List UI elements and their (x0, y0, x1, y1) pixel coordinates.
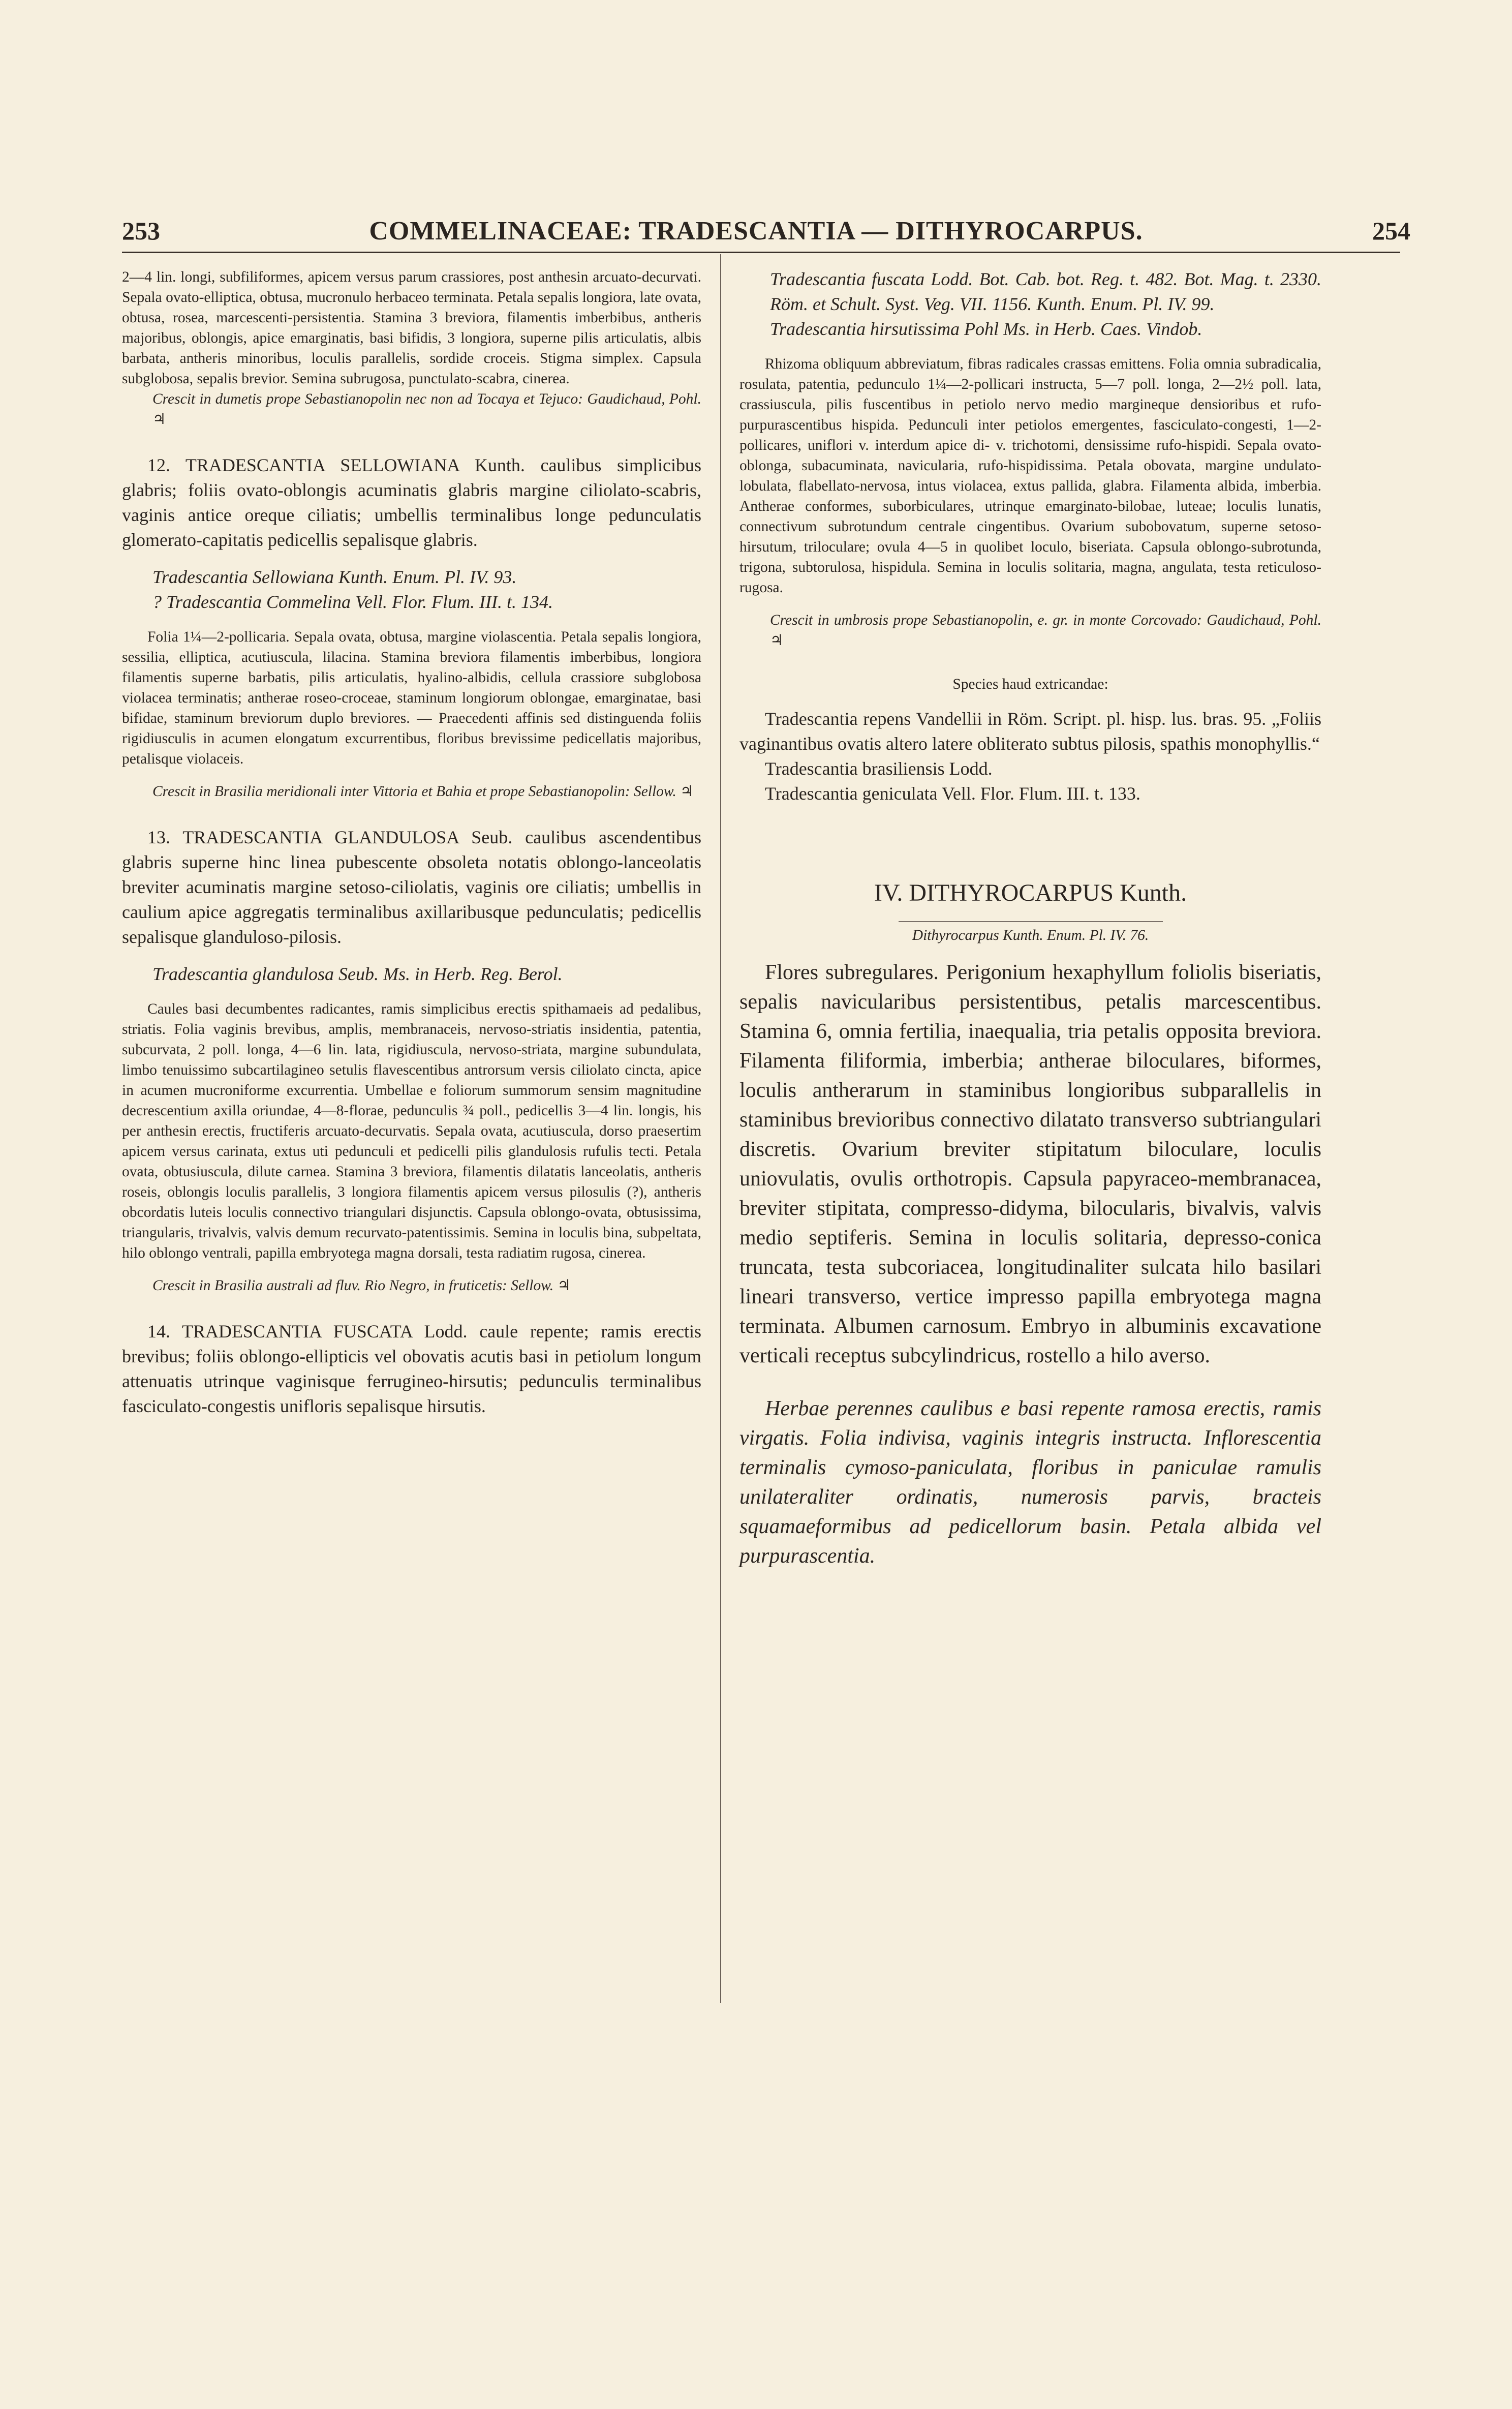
header-rule (122, 252, 1400, 253)
species-12-habitat: Crescit in Brasilia meridionali inter Vittoria et Bahia et prope Sebastianopolin: Sellow. ♃ (152, 783, 694, 800)
dubious-species: Tradescantia geniculata Vell. Flor. Flum. III. t. 133. (765, 783, 1140, 804)
species-14-synonym: Tradescantia hirsutissima Pohl Ms. in Herb. Caes. Vindob. (770, 319, 1202, 339)
genus-habit: Herbae perennes caulibus e basi repente ramosa erectis, ramis virgatis. Folia indivisa, vaginis integris instructa. Inflorescentia terminalis cymoso-paniculata, floribus in paniculae ramulis unilateraliter ordinatis, numerosis parvis, bracteis squamaeformibus ad pedicellorum basin. Petala albida vel purpurascentia. (739, 1397, 1321, 1568)
species-14-description: Rhizoma obliquum abbreviatum, fibras radicales crassas emittens. Folia omnia subradicalia, rosulata, patentia, pedunculo 1¼—2-pollicari instructa, 5—7 poll. longa, 2—2½ poll. lata, crassiuscula, pilis fuscentibus in petiolo nervo medio margineque densioribus et rufo-purpurascentibus hispida. Pedunculi inter petiolos emergentes, fasciculato-congesti, 1—2-pollicares, uniflori v. interdum apice di- v. trichotomi, densissime rufo-hispidi. Sepala ovato-oblonga, subacuminata, navicularia, rufo-hispidissima. Petala obovata, margine undulato-lobulata, flabellato-nervosa, intus violacea, extus pallida, glabra. Filamenta albida, imberbia. Antherae conformes, suborbiculares, utrinque emarginato-bilobae, luteae; loculis lunatis, connectivum subrotundum centrale cingentibus. Ovarium subobovatum, superne setoso-hirsutum, triloculare; ovula 4—5 in quolibet loculo, biseriata. Capsula oblongo-subrotunda, trigona, subtorulosa, hispidula. Semina in loculis solitaria, magna, angulata, testa reticuloso-rugosa. (739, 356, 1321, 596)
species-12-diagnosis: 12. TRADESCANTIA SELLOWIANA Kunth. caulibus simplicibus glabris; foliis ovato-oblongis acuminatis glabris margine ciliolato-scabris, vaginis antice oreque ciliatis; umbellis terminalibus longe pedunculatis glomerato-capitatis pedicellis sepalisque glabris. (122, 455, 701, 550)
right-page-number: 254 (1372, 217, 1410, 245)
running-header (0, 216, 1512, 257)
species-13-synonym: Tradescantia glandulosa Seub. Ms. in Herb. Reg. Berol. (152, 964, 563, 984)
left-column (122, 267, 701, 1419)
dubious-species-heading: Species haud extricandae: (952, 676, 1108, 692)
species-13-description: Caules basi decumbentes radicantes, ramis simplicibus erectis spithamaeis ad pedalibus, striatis. Folia vaginis brevibus, amplis, membranaceis, nervoso-striatis insidentia, patentia, subcurvata, 2 poll. longa, 4—6 lin. lata, rigidiuscula, nervoso-striata, margine subundulata, limbo tenuissimo subcartilagineo setulis flavescentibus antrorsum versis ciliolato cincta, apice in acumen mucroniforme excurrentia. Umbellae e foliorum summorum sensim magnitudine decrescentium axilla oriundae, 4—8-florae, pedunculis ¾ poll., pedicellis 3—4 lin. longis, his per anthesin erectis, fructiferis arcuato-decurvatis. Sepala ovata, acutiuscula, dorso praesertim apicem versus carinata, extus uti pedunculi et pedicelli pilis glandulosis rufulis tecti. Petala ovata, obtusiuscula, dilute carnea. Stamina 3 breviora, filamentis dilatatis lanceolatis, antheris roseis, oblongis loculis parallelis, 3 longiora filamentis apicem versus pilosulis (?), antheris obcordatis luteis loculis connectivo triangulari disjunctis. Capsula oblongo-ovata, obtusissima, triangularis, trivalvis, valvis demum recurvato-patentissimis. Semina in loculis bina, subpeltata, hilo oblongo ventrali, papilla embryotega magna dorsali, testa radiatim rugosa, cinerea. (122, 1001, 701, 1261)
species-14-diagnosis: 14. TRADESCANTIA FUSCATA Lodd. caule repente; ramis erectis brevibus; foliis oblongo-ellipticis vel obovatis acutis basi in petiolum longum attenuatis utrinque vaginisque ferrugineo-hirsutis; pedunculis terminalibus fasciculato-congestis unifloris sepalisque hirsutis. (122, 1321, 701, 1416)
right-column (739, 267, 1321, 1571)
genus-title: IV. DITHYROCARPUS Kunth. (874, 879, 1187, 906)
species-14-habitat: Crescit in umbrosis prope Sebastianopolin, e. gr. in monte Corcovado: Gaudichaud, Pohl. ♃ (770, 612, 1321, 649)
left-page-number: 253 (122, 217, 160, 245)
dubious-species: Tradescantia repens Vandellii in Röm. Script. pl. hisp. lus. bras. 95. „Foliis vaginantibus ovatis altero latere obliterato subtus pilosis, spathis monophyllis.“ (739, 709, 1321, 754)
species-14-synonym: Tradescantia fuscata Lodd. Bot. Cab. bot. Reg. t. 482. Bot. Mag. t. 2330. Röm. et Schult. Syst. Veg. VII. 1156. Kunth. Enum. Pl. IV. 99. (770, 269, 1321, 314)
genus-rule (899, 921, 1163, 922)
species-12-description: Folia 1¼—2-pollicaria. Sepala ovata, obtusa, margine violascentia. Petala sepalis longiora, sessilia, elliptica, acutiuscula, lilacina. Stamina breviora filamentis imberbibus, longiora filamentis superne barbatis, pilis articulatis, hyalino-albidis, cellula crassiore subglobosa violacea terminatis; antherae roseo-croceae, staminum longiorum oblongae, emarginatae, basi bifidae, staminum breviorum duplo breviores. — Praecedenti affinis sed distinguenda foliis rigidiusculis in acumen elongatum excurrentibus, floribus brevissime pedicellatis majoribus, petalisque violaceis. (122, 629, 701, 767)
continued-description: 2—4 lin. longi, subfiliformes, apicem versus parum crassiores, post anthesin arcuato-decurvati. Sepala ovato-elliptica, obtusa, mucronulo herbaceo terminata. Petala sepalis longiora, late ovata, obtusa, rosea, marcescenti-persistentia. Stamina 3 breviora, filamentis imberbibus, antheris majoribus, oblongis, apice emarginatis, basi bifidis, 3 longiora, superne pilis articulatis, albis barbata, antheris minoribus, loculis parallelis, sordide croceis. Stigma simplex. Capsula subglobosa, sepalis brevior. Semina subrugosa, punctulato-scabra, cinerea. (122, 269, 701, 387)
dubious-species: Tradescantia brasiliensis Lodd. (765, 758, 993, 779)
habitat-note: Crescit in dumetis prope Sebastianopolin nec non ad Tocaya et Tejuco: Gaudichaud, Pohl. ♃ (152, 391, 701, 428)
header-title: COMMELINACEAE: TRADESCANTIA — DITHYROCARPUS. (369, 217, 1143, 246)
column-divider (720, 254, 721, 2003)
species-12-synonym: Tradescantia Sellowiana Kunth. Enum. Pl. IV. 93. (152, 567, 517, 587)
species-13-habitat: Crescit in Brasilia australi ad fluv. Rio Negro, in fruticetis: Sellow. ♃ (152, 1277, 571, 1294)
species-13-diagnosis: 13. TRADESCANTIA GLANDULOSA Seub. caulibus ascendentibus glabris superne hinc linea pubescente obsoleta notatis oblongo-lanceolatis breviter acuminatis margine setoso-ciliolatis, vaginis ore ciliatis; umbellis in caulium apice aggregatis terminalibus axillaribusque pedunculatis; pedicellis sepalisque glanduloso-pilosis. (122, 827, 701, 947)
genus-synonym: Dithyrocarpus Kunth. Enum. Pl. IV. 76. (912, 927, 1149, 943)
species-12-synonym: ? Tradescantia Commelina Vell. Flor. Flum. III. t. 134. (152, 592, 553, 612)
genus-description: Flores subregulares. Perigonium hexaphyllum foliolis biseriatis, sepalis navicularibus persistentibus, petalis marcescentibus. Stamina 6, omnia fertilia, inaequalia, tria petalis opposita breviora. Filamenta filiformia, imberbia; antherae biloculares, biformes, loculis antherarum in staminibus longioribus subparallelis in staminibus brevioribus connectivo dilatato transverso subtriangulari discretis. Ovarium breviter stipitatum biloculare, loculis uniovulatis, ovulis orthotropis. Capsula papyraceo-membranacea, breviter stipitata, compresso-didyma, bilocularis, bivalvis, valvis medio septiferis. Semina in loculis solitaria, depresso-conica truncata, testa subcoriacea, longitudinaliter sulcata hilo basilari lineari transverso, vertice impresso papilla embryotega magna terminata. Albumen carnosum. Embryo in albuminis excavatione verticali receptus subcylindricus, rostello a hilo averso. (739, 961, 1321, 1367)
